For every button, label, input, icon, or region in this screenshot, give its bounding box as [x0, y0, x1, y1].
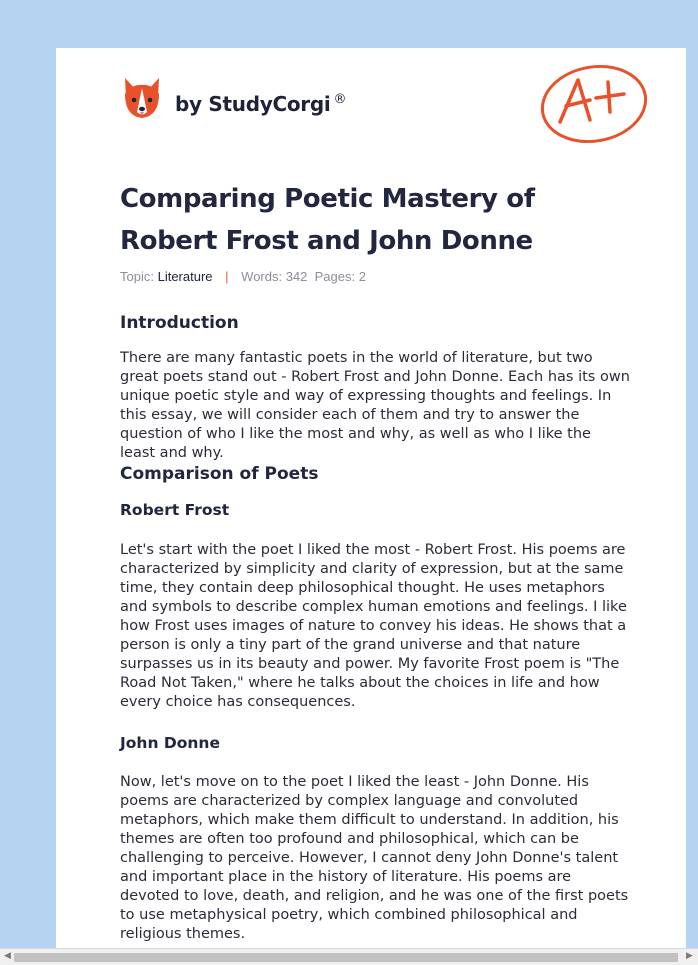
- subheading-robert-frost: Robert Frost: [120, 501, 230, 519]
- brand-text: by StudyCorgi: [175, 92, 331, 116]
- brand-name[interactable]: [175, 92, 346, 116]
- paragraph-robert-frost: Let's start with the poet I liked the most - Robert Frost. His poems are characterized by simplicity and clarity of expression, but at the same time, they contain deep philosophical thought. He uses metaphors and symbols to describe complex human emotions and feelings. I like how Frost uses images of nature to convey his ideas. He shows that a person is only a tiny part of the grand universe and that nature surpasses us in its beauty and power. My favorite Frost poem is "The Road Not Taken," where he talks about the choices in life and how every choice has consequences.: [120, 542, 627, 710]
- paragraph-introduction: There are many fantastic poets in the world of literature, but two great poets stand out - Robert Frost and John Donne. Each has its own unique poetic style and way of expressing thoughts and feelings. In this essay, we will consider each of them and try to answer the question of who I like the most and why, as well as who I like the least and why.: [120, 350, 630, 461]
- section-heading-introduction: Introduction: [120, 313, 239, 333]
- header: [120, 76, 650, 146]
- horizontal-scrollbar[interactable]: [0, 948, 698, 965]
- word-count: Words: 342: [241, 269, 308, 284]
- trademark-symbol: ®: [333, 92, 347, 108]
- section-heading-comparison: Comparison of Poets: [120, 464, 319, 484]
- subheading-john-donne: John Donne: [120, 734, 220, 752]
- topic-label: Topic:: [120, 269, 154, 284]
- article-title: Comparing Poetic Mastery of Robert Frost and John Donne: [120, 184, 535, 256]
- scroll-right-arrow-icon[interactable]: ▶: [686, 951, 693, 961]
- article-meta: [120, 269, 366, 284]
- meta-separator: |: [225, 269, 229, 284]
- paragraph-john-donne: Now, let's move on to the poet I liked the least - John Donne. His poems are characterized by complex language and convoluted metaphors, which make them difficult to understand. In addition, his themes are often too profound and philosophical, which can be challenging to perceive. However, I cannot deny John Donne's talent and important place in the history of literature. His poems are devoted to love, death, and religion, and he was one of the first poets to use metaphysical poetry, which combined philosophical and religious themes.: [120, 774, 629, 942]
- corgi-logo-icon[interactable]: [122, 76, 162, 120]
- scroll-left-arrow-icon[interactable]: ◀: [4, 951, 11, 961]
- document-page: [56, 48, 686, 964]
- a-plus-grade-icon: [538, 60, 650, 144]
- topic-link[interactable]: Literature: [157, 269, 213, 284]
- page-count: Pages: 2: [314, 269, 366, 284]
- scrollbar-thumb[interactable]: [14, 953, 678, 962]
